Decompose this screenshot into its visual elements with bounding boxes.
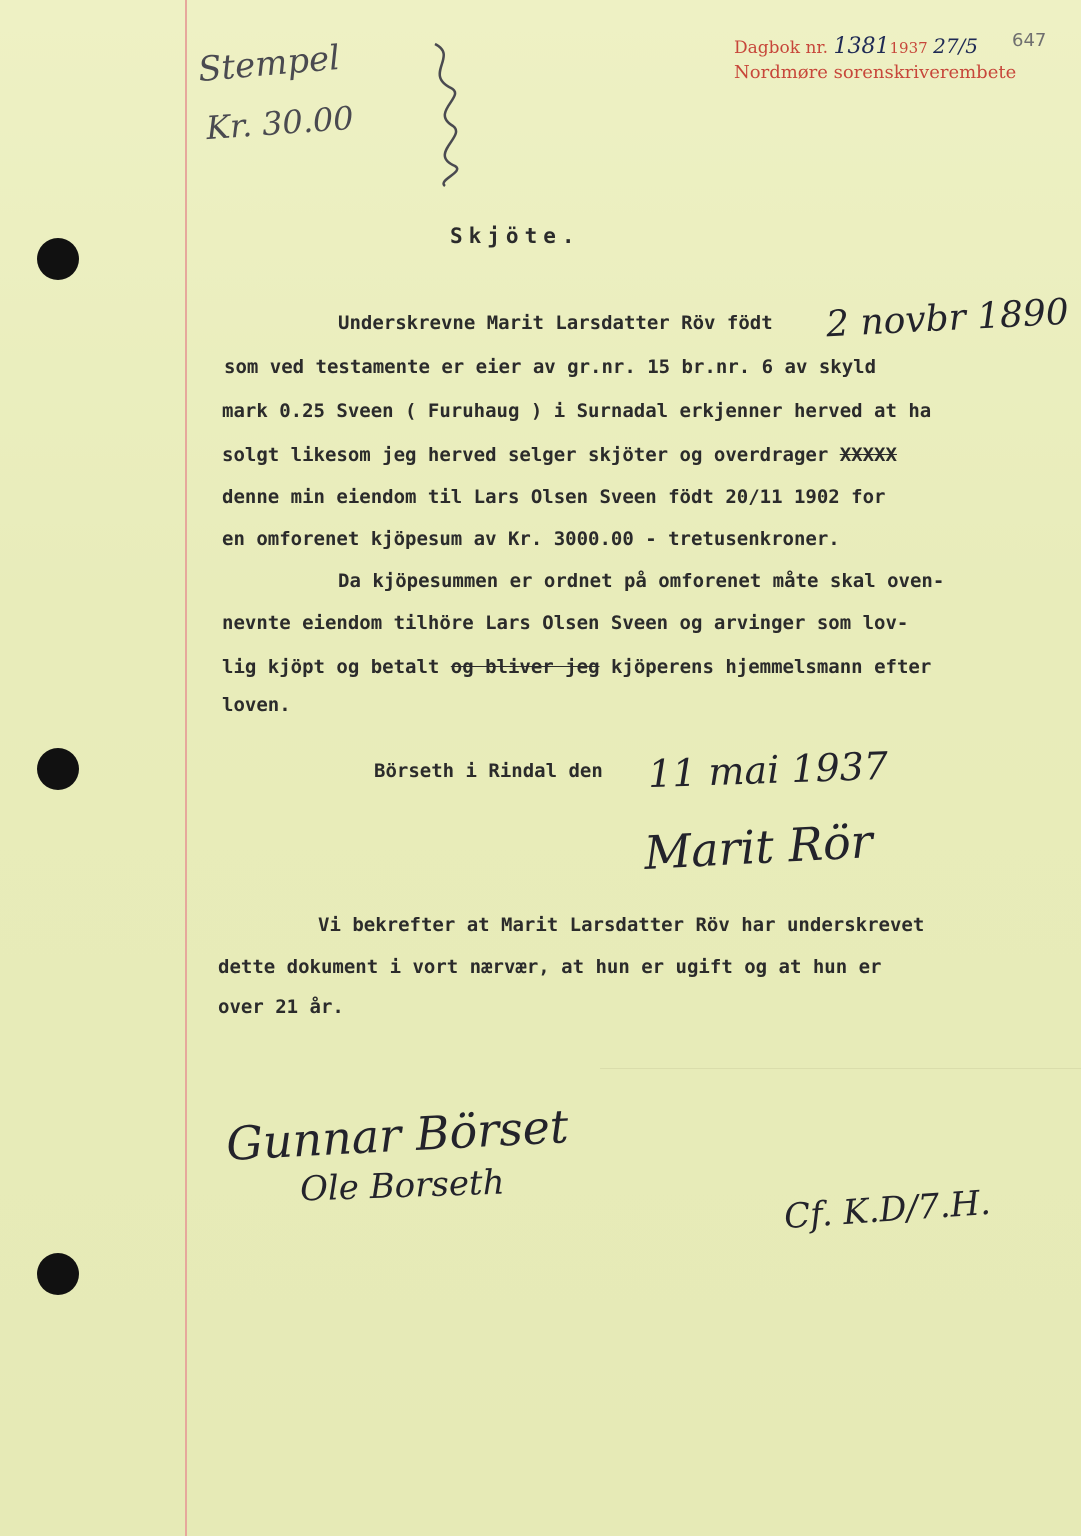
brace-mark — [415, 38, 475, 188]
witness-line3: over 21 år. — [218, 996, 344, 1018]
para1-line3: mark 0.25 Sveen ( Furuhaug ) i Surnadal erkjenner herved at ha — [222, 400, 932, 422]
para2-line3-start: lig kjöpt og betalt — [222, 656, 440, 678]
witness-line2: dette dokument i vort nærvær, at hun er ugift og at hun er — [218, 956, 882, 978]
para1-line4-text: solgt likesom jeg herved selger skjöter og overdrager — [222, 444, 829, 466]
stamp-label: Dagbok nr. — [734, 38, 829, 58]
stamp-number: 1381 — [833, 34, 890, 59]
birth-date: 2 novbr 1890 — [825, 291, 1070, 346]
para1-line5: denne min eiendom til Lars Olsen Sveen födt 20/11 1902 for — [222, 486, 886, 508]
para1-line4 — [222, 444, 897, 466]
registry-office: Nordmøre sorenskriverembete — [734, 62, 1017, 83]
punch-hole — [37, 238, 79, 280]
punch-hole — [37, 748, 79, 790]
seller-signature: Marit Rör — [642, 814, 874, 880]
para2-line3-end: kjöperens hjemmelsmann efter — [610, 656, 932, 678]
place-date-typed: Börseth i Rindal den — [374, 760, 603, 782]
para2-line4: loven. — [222, 694, 291, 716]
para2-line3 — [222, 656, 931, 678]
page-number: 647 — [1012, 30, 1047, 51]
para1-line1: Underskrevne Marit Larsdatter Röv födt — [338, 312, 773, 334]
para2-line2: nevnte eiendom tilhöre Lars Olsen Sveen og arvinger som lov- — [222, 612, 909, 634]
struck-text: og bliver jeg — [450, 656, 600, 678]
registry-stamp — [734, 34, 978, 59]
document-title: Skjöte. — [450, 224, 581, 248]
fee-note-line2: Kr. 30.00 — [204, 98, 355, 148]
witness-signature: Ole Borseth — [299, 1162, 506, 1210]
paper-fold — [600, 1068, 1081, 1069]
reference-note: Cf. K.D/7.H. — [782, 1182, 992, 1238]
para1-line6: en omforenet kjöpesum av Kr. 3000.00 - tretusenkroner. — [222, 528, 840, 550]
stamp-year: 1937 — [889, 39, 928, 57]
margin-rule — [185, 0, 187, 1536]
punch-hole — [37, 1253, 79, 1295]
place-date-handwritten: 11 mai 1937 — [647, 743, 889, 797]
para1-line2: som ved testamente er eier av gr.nr. 15 br.nr. 6 av skyld — [224, 356, 877, 378]
witness-line1: Vi bekrefter at Marit Larsdatter Röv har underskrevet — [318, 914, 925, 936]
struck-text: XXXXX — [839, 444, 897, 466]
fee-note-line1: Stempel — [196, 37, 342, 91]
stamp-date: 27/5 — [933, 34, 979, 58]
witness-signature: Gunnar Börset — [224, 1099, 570, 1171]
para2-line1: Da kjöpesummen er ordnet på omforenet måte skal oven- — [338, 570, 945, 592]
